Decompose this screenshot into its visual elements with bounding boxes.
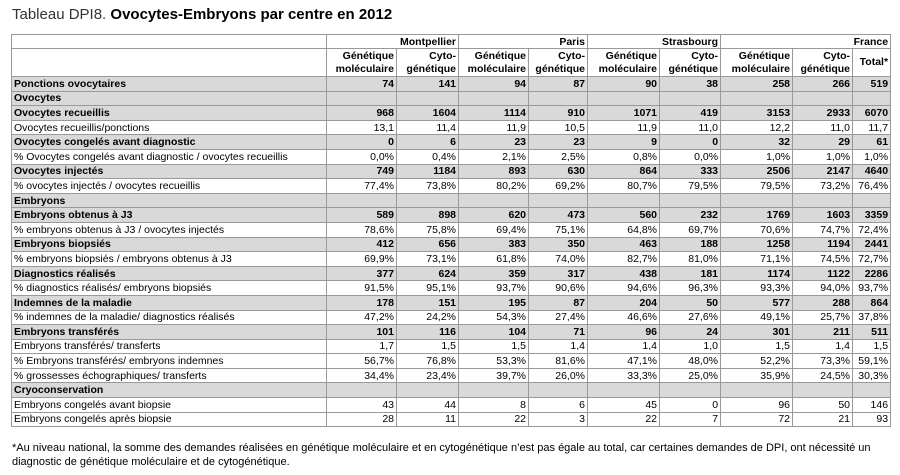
cell-value: 26,0% <box>529 368 588 383</box>
cell-value: 64,8% <box>588 222 660 237</box>
region-header-paris: Paris <box>459 35 588 49</box>
cell-value: 0,0% <box>327 149 397 164</box>
cell-value: 49,1% <box>721 310 793 325</box>
cell-value: 43 <box>327 398 397 413</box>
region-header-row <box>12 35 891 49</box>
cell-value: 266 <box>793 77 853 92</box>
cell-value: 188 <box>660 237 721 252</box>
cell-value: 1,5 <box>397 339 459 354</box>
data-table <box>11 34 891 427</box>
cell-value: 24 <box>660 325 721 340</box>
table-row <box>12 149 891 164</box>
cell-value: 2441 <box>853 237 891 252</box>
cell-value <box>660 193 721 208</box>
cell-value: 6 <box>397 135 459 150</box>
cell-value: 258 <box>721 77 793 92</box>
row-label: % grossesses échographiques/ transferts <box>12 368 327 383</box>
subheader-row <box>12 49 891 77</box>
cell-value: 211 <box>793 325 853 340</box>
cell-value: 1603 <box>793 208 853 223</box>
row-label: Ponctions ovocytaires <box>12 77 327 92</box>
cell-value <box>459 383 529 398</box>
cell-value: 81,0% <box>660 252 721 267</box>
table-number: Tableau DPI8. <box>12 6 107 23</box>
cell-value: 1,0 <box>660 339 721 354</box>
row-label: Indemnes de la maladie <box>12 295 327 310</box>
cell-value: 94,6% <box>588 281 660 296</box>
cell-value: 2506 <box>721 164 793 179</box>
cell-value <box>397 193 459 208</box>
cell-value <box>588 383 660 398</box>
cell-value: 10,5 <box>529 120 588 135</box>
subheader-cell: Cyto-génétique <box>660 49 721 77</box>
cell-value: 61 <box>853 135 891 150</box>
cell-value: 73,1% <box>397 252 459 267</box>
cell-value: 2,5% <box>529 149 588 164</box>
cell-value: 32 <box>721 135 793 150</box>
cell-value: 80,7% <box>588 179 660 194</box>
cell-value: 37,8% <box>853 310 891 325</box>
cell-value <box>853 383 891 398</box>
cell-value: 116 <box>397 325 459 340</box>
region-header-france: France <box>721 35 891 49</box>
cell-value: 90 <box>588 77 660 92</box>
table-row <box>12 106 891 121</box>
cell-value: 93,7% <box>853 281 891 296</box>
row-label: Cryoconservation <box>12 383 327 398</box>
cell-value: 1,4 <box>588 339 660 354</box>
cell-value: 412 <box>327 237 397 252</box>
cell-value: 21 <box>793 412 853 427</box>
cell-value: 93,7% <box>459 281 529 296</box>
cell-value: 30,3% <box>853 368 891 383</box>
cell-value: 620 <box>459 208 529 223</box>
cell-value: 910 <box>529 106 588 121</box>
cell-value: 11,0 <box>793 120 853 135</box>
region-header-montpellier: Montpellier <box>327 35 459 49</box>
cell-value <box>588 193 660 208</box>
cell-value: 419 <box>660 106 721 121</box>
cell-value: 560 <box>588 208 660 223</box>
table-row <box>12 354 891 369</box>
subheader-cell: Génétique moléculaire <box>721 49 793 77</box>
cell-value: 47,1% <box>588 354 660 369</box>
cell-value: 69,7% <box>660 222 721 237</box>
cell-value: 25,7% <box>793 310 853 325</box>
row-label: Embryons <box>12 193 327 208</box>
cell-value: 56,7% <box>327 354 397 369</box>
row-label: Embryons biopsiés <box>12 237 327 252</box>
cell-value: 45 <box>588 398 660 413</box>
cell-value <box>529 91 588 106</box>
cell-value <box>397 91 459 106</box>
footnote: *Au niveau national, la somme des demandes réalisées en génétique moléculaire et en cytogénétique n’est pas égale au total, car certaines demandes de DPI, ont nécessité un diagnostic de génétique moléculaire et de cytogénétique. <box>12 442 871 468</box>
table-row <box>12 208 891 223</box>
region-header-strasbourg: Strasbourg <box>588 35 721 49</box>
cell-value: 151 <box>397 295 459 310</box>
cell-value: 47,2% <box>327 310 397 325</box>
cell-value <box>853 91 891 106</box>
cell-value: 80,2% <box>459 179 529 194</box>
cell-value: 24,5% <box>793 368 853 383</box>
subheader-cell: Total* <box>853 49 891 77</box>
cell-value: 473 <box>529 208 588 223</box>
cell-value: 511 <box>853 325 891 340</box>
cell-value <box>660 91 721 106</box>
cell-value: 82,7% <box>588 252 660 267</box>
cell-value: 1,4 <box>793 339 853 354</box>
cell-value: 46,6% <box>588 310 660 325</box>
cell-value: 28 <box>327 412 397 427</box>
cell-value: 73,8% <box>397 179 459 194</box>
section-row <box>12 193 891 208</box>
row-label: % indemnes de la maladie/ diagnostics réalisés <box>12 310 327 325</box>
cell-value: 87 <box>529 295 588 310</box>
cell-value: 0,4% <box>397 149 459 164</box>
cell-value: 577 <box>721 295 793 310</box>
cell-value: 29 <box>793 135 853 150</box>
cell-value: 377 <box>327 266 397 281</box>
cell-value: 101 <box>327 325 397 340</box>
table-row <box>12 266 891 281</box>
cell-value: 61,8% <box>459 252 529 267</box>
cell-value <box>588 91 660 106</box>
cell-value <box>327 383 397 398</box>
cell-value: 13,1 <box>327 120 397 135</box>
cell-value: 39,7% <box>459 368 529 383</box>
cell-value: 71 <box>529 325 588 340</box>
cell-value: 1769 <box>721 208 793 223</box>
cell-value: 74,0% <box>529 252 588 267</box>
table-row <box>12 412 891 427</box>
row-label: Ovocytes <box>12 91 327 106</box>
cell-value: 0 <box>660 398 721 413</box>
cell-value: 1,4 <box>529 339 588 354</box>
cell-value: 79,5% <box>721 179 793 194</box>
cell-value: 53,3% <box>459 354 529 369</box>
cell-value: 76,8% <box>397 354 459 369</box>
table-row <box>12 237 891 252</box>
cell-value: 11,9 <box>588 120 660 135</box>
cell-value: 519 <box>853 77 891 92</box>
cell-value: 54,3% <box>459 310 529 325</box>
cell-value <box>397 383 459 398</box>
cell-value: 81,6% <box>529 354 588 369</box>
cell-value: 317 <box>529 266 588 281</box>
cell-value: 1071 <box>588 106 660 121</box>
row-label: Embryons congelés après biopsie <box>12 412 327 427</box>
cell-value: 350 <box>529 237 588 252</box>
cell-value: 0,0% <box>660 149 721 164</box>
cell-value: 204 <box>588 295 660 310</box>
cell-value: 463 <box>588 237 660 252</box>
cell-value: 87 <box>529 77 588 92</box>
row-label: Embryons transférés/ transferts <box>12 339 327 354</box>
cell-value: 1,5 <box>853 339 891 354</box>
cell-value: 301 <box>721 325 793 340</box>
table-row <box>12 252 891 267</box>
cell-value: 38 <box>660 77 721 92</box>
cell-value: 27,4% <box>529 310 588 325</box>
row-label: Ovocytes injectés <box>12 164 327 179</box>
subheader-cell: Cyto-génétique <box>397 49 459 77</box>
cell-value: 24,2% <box>397 310 459 325</box>
cell-value <box>529 193 588 208</box>
subheader-cell: Cyto-génétique <box>793 49 853 77</box>
cell-value: 1184 <box>397 164 459 179</box>
table-row <box>12 281 891 296</box>
cell-value: 656 <box>397 237 459 252</box>
row-label: Embryons transférés <box>12 325 327 340</box>
row-label: Ovocytes recueillis/ponctions <box>12 120 327 135</box>
cell-value: 1,7 <box>327 339 397 354</box>
cell-value <box>529 383 588 398</box>
cell-value: 3153 <box>721 106 793 121</box>
cell-value: 624 <box>397 266 459 281</box>
cell-value: 34,4% <box>327 368 397 383</box>
cell-value: 77,4% <box>327 179 397 194</box>
subheader-cell: Génétique moléculaire <box>459 49 529 77</box>
table-row <box>12 179 891 194</box>
table-row <box>12 368 891 383</box>
cell-value: 72,7% <box>853 252 891 267</box>
cell-value <box>853 193 891 208</box>
table-row <box>12 164 891 179</box>
cell-value: 1,0% <box>721 149 793 164</box>
cell-value: 44 <box>397 398 459 413</box>
cell-value: 91,5% <box>327 281 397 296</box>
cell-value: 2,1% <box>459 149 529 164</box>
row-label: Ovocytes recueillis <box>12 106 327 121</box>
table-row <box>12 325 891 340</box>
cell-value: 1,0% <box>793 149 853 164</box>
cell-value: 6 <box>529 398 588 413</box>
cell-value: 90,6% <box>529 281 588 296</box>
table-caption: Ovocytes-Embryons par centre en 2012 <box>110 6 393 23</box>
cell-value: 749 <box>327 164 397 179</box>
cell-value: 1,0% <box>853 149 891 164</box>
cell-value <box>793 193 853 208</box>
cell-value: 69,9% <box>327 252 397 267</box>
cell-value <box>459 193 529 208</box>
cell-value: 589 <box>327 208 397 223</box>
table-row <box>12 135 891 150</box>
cell-value: 70,6% <box>721 222 793 237</box>
cell-value: 94 <box>459 77 529 92</box>
subheader-cell: Génétique moléculaire <box>327 49 397 77</box>
row-label: % diagnostics réalisés/ embryons biopsiés <box>12 281 327 296</box>
cell-value: 96,3% <box>660 281 721 296</box>
cell-value: 75,8% <box>397 222 459 237</box>
cell-value: 864 <box>853 295 891 310</box>
subheader-cell: Cyto-génétique <box>529 49 588 77</box>
cell-value: 93,3% <box>721 281 793 296</box>
cell-value <box>721 91 793 106</box>
cell-value: 74,7% <box>793 222 853 237</box>
table-row <box>12 398 891 413</box>
cell-value: 69,2% <box>529 179 588 194</box>
cell-value: 11,9 <box>459 120 529 135</box>
row-label: % embryons biopsiés / embryons obtenus à J3 <box>12 252 327 267</box>
cell-value: 76,4% <box>853 179 891 194</box>
table-row <box>12 295 891 310</box>
cell-value: 9 <box>588 135 660 150</box>
cell-value: 23 <box>529 135 588 150</box>
row-label: Diagnostics réalisés <box>12 266 327 281</box>
row-label: % Embryons transférés/ embryons indemnes <box>12 354 327 369</box>
cell-value: 630 <box>529 164 588 179</box>
cell-value: 383 <box>459 237 529 252</box>
cell-value: 22 <box>459 412 529 427</box>
cell-value: 23,4% <box>397 368 459 383</box>
cell-value <box>721 193 793 208</box>
cell-value: 195 <box>459 295 529 310</box>
cell-value: 71,1% <box>721 252 793 267</box>
table-row <box>12 310 891 325</box>
cell-value: 79,5% <box>660 179 721 194</box>
cell-value <box>721 383 793 398</box>
cell-value: 6070 <box>853 106 891 121</box>
cell-value: 50 <box>793 398 853 413</box>
cell-value: 146 <box>853 398 891 413</box>
cell-value: 22 <box>588 412 660 427</box>
cell-value: 48,0% <box>660 354 721 369</box>
cell-value: 73,3% <box>793 354 853 369</box>
section-row <box>12 91 891 106</box>
cell-value: 59,1% <box>853 354 891 369</box>
cell-value: 2933 <box>793 106 853 121</box>
cell-value: 1174 <box>721 266 793 281</box>
cell-value <box>327 193 397 208</box>
cell-value: 359 <box>459 266 529 281</box>
cell-value: 96 <box>721 398 793 413</box>
cell-value: 94,0% <box>793 281 853 296</box>
cell-value <box>327 91 397 106</box>
cell-value: 1604 <box>397 106 459 121</box>
cell-value: 893 <box>459 164 529 179</box>
cell-value: 1,5 <box>459 339 529 354</box>
row-label: % ovocytes injectés / ovocytes recueillis <box>12 179 327 194</box>
table-row <box>12 339 891 354</box>
cell-value: 69,4% <box>459 222 529 237</box>
row-label: % Ovocytes congelés avant diagnostic / ovocytes recueillis <box>12 149 327 164</box>
cell-value: 104 <box>459 325 529 340</box>
cell-value: 73,2% <box>793 179 853 194</box>
row-label: Embryons obtenus à J3 <box>12 208 327 223</box>
cell-value: 1122 <box>793 266 853 281</box>
cell-value: 178 <box>327 295 397 310</box>
cell-value: 864 <box>588 164 660 179</box>
row-label: Embryons congelés avant biopsie <box>12 398 327 413</box>
cell-value: 96 <box>588 325 660 340</box>
row-label: Ovocytes congelés avant diagnostic <box>12 135 327 150</box>
table-title <box>12 6 392 23</box>
cell-value: 3 <box>529 412 588 427</box>
cell-value: 78,6% <box>327 222 397 237</box>
subheader-cell: Génétique moléculaire <box>588 49 660 77</box>
cell-value: 11,4 <box>397 120 459 135</box>
cell-value <box>793 383 853 398</box>
cell-value: 11 <box>397 412 459 427</box>
cell-value: 0 <box>327 135 397 150</box>
header-corner <box>12 35 327 49</box>
cell-value: 52,2% <box>721 354 793 369</box>
cell-value: 181 <box>660 266 721 281</box>
subheader-corner <box>12 49 327 77</box>
cell-value: 33,3% <box>588 368 660 383</box>
cell-value: 95,1% <box>397 281 459 296</box>
cell-value: 75,1% <box>529 222 588 237</box>
cell-value: 1258 <box>721 237 793 252</box>
cell-value <box>660 383 721 398</box>
cell-value: 232 <box>660 208 721 223</box>
cell-value: 50 <box>660 295 721 310</box>
cell-value: 438 <box>588 266 660 281</box>
cell-value: 11,7 <box>853 120 891 135</box>
cell-value: 12,2 <box>721 120 793 135</box>
cell-value: 1194 <box>793 237 853 252</box>
cell-value: 3359 <box>853 208 891 223</box>
cell-value <box>793 91 853 106</box>
cell-value: 141 <box>397 77 459 92</box>
cell-value: 2286 <box>853 266 891 281</box>
cell-value: 0,8% <box>588 149 660 164</box>
section-row <box>12 383 891 398</box>
cell-value: 4640 <box>853 164 891 179</box>
cell-value: 1,5 <box>721 339 793 354</box>
cell-value: 898 <box>397 208 459 223</box>
row-label: % embryons obtenus à J3 / ovocytes injectés <box>12 222 327 237</box>
cell-value: 968 <box>327 106 397 121</box>
table-row <box>12 222 891 237</box>
cell-value: 74,5% <box>793 252 853 267</box>
cell-value: 25,0% <box>660 368 721 383</box>
cell-value: 72,4% <box>853 222 891 237</box>
table-row <box>12 120 891 135</box>
cell-value: 11,0 <box>660 120 721 135</box>
cell-value: 1114 <box>459 106 529 121</box>
cell-value: 7 <box>660 412 721 427</box>
cell-value: 8 <box>459 398 529 413</box>
cell-value: 333 <box>660 164 721 179</box>
cell-value: 288 <box>793 295 853 310</box>
cell-value: 0 <box>660 135 721 150</box>
cell-value: 93 <box>853 412 891 427</box>
cell-value <box>459 91 529 106</box>
table-row <box>12 77 891 92</box>
table-body <box>12 35 891 427</box>
cell-value: 74 <box>327 77 397 92</box>
cell-value: 35,9% <box>721 368 793 383</box>
cell-value: 2147 <box>793 164 853 179</box>
cell-value: 23 <box>459 135 529 150</box>
cell-value: 72 <box>721 412 793 427</box>
cell-value: 27,6% <box>660 310 721 325</box>
